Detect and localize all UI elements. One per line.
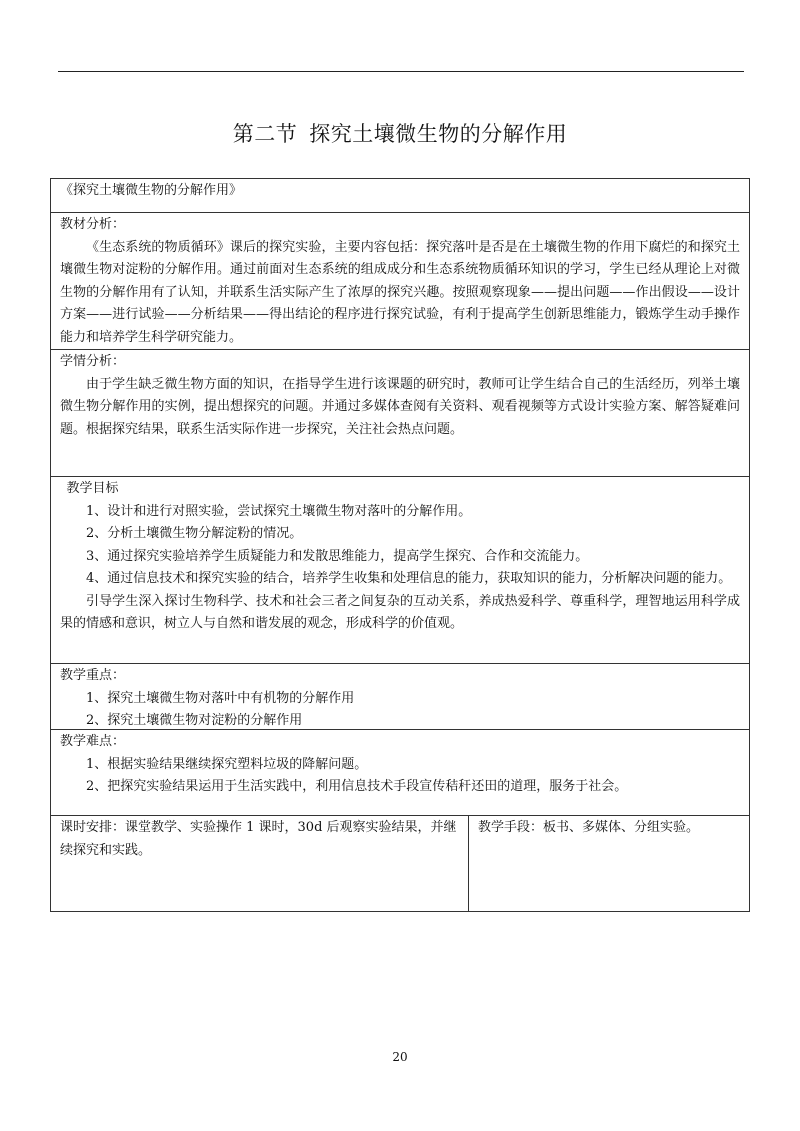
page-number: 20 bbox=[392, 1050, 408, 1064]
lesson-plan-table bbox=[50, 178, 750, 912]
objectives-label: 教学目标 bbox=[66, 481, 119, 496]
schedule-text: 课时安排：课堂教学、实验操作 1 课时，30d 后观察实验结果，并继续探究和实践。 bbox=[60, 820, 457, 858]
key-points-label: 教学重点： bbox=[60, 668, 126, 683]
objectives-extra: 引导学生深入探讨生物科学、技术和社会三者之间复杂的互动关系，养成热爱科学、尊重科学，理智地运用科学成果的情感和意识，树立人与自然和谐发展的观念，形成科学的价值观。 bbox=[60, 593, 740, 631]
student-analysis-label: 学情分析： bbox=[60, 354, 126, 369]
objective-item: 3、通过探究实验培养学生质疑能力和发散思维能力，提高学生探究、合作和交流能力。 bbox=[86, 548, 589, 564]
student-analysis-row bbox=[51, 349, 749, 476]
section-topic: 探究土壤微生物的分解作用 bbox=[309, 122, 568, 146]
difficulty-item: 2、把探究实验结果运用于生活实践中，利用信息技术手段宣传秸秆还田的道理，服务于社会。 bbox=[86, 779, 628, 794]
key-point-item: 2、探究土壤微生物对淀粉的分解作用 bbox=[86, 713, 303, 728]
material-analysis-label: 教材分析： bbox=[60, 217, 126, 232]
difficulty-item: 1、根据实验结果继续探究塑料垃圾的降解问题。 bbox=[86, 756, 368, 772]
difficulties-row bbox=[51, 729, 749, 815]
objective-item: 2、分析土壤微生物分解淀粉的情况。 bbox=[86, 526, 303, 541]
methods-text: 教学手段：板书、多媒体、分组实验。 bbox=[478, 820, 700, 835]
lesson-name-row bbox=[51, 179, 749, 212]
key-points-row bbox=[51, 663, 749, 729]
key-point-item: 1、探究土壤微生物对落叶中有机物的分解作用 bbox=[86, 690, 355, 706]
page-title bbox=[0, 118, 800, 148]
section-number: 第二节 bbox=[232, 122, 298, 146]
material-analysis-text: 《生态系统的物质循环》课后的探究实验，主要内容包括：探究落叶是否是在土壤微生物的作用下腐烂的和探究土壤微生物对淀粉的分解作用。通过前面对生态系统的组成成分和生态系统物质循环知识的学习，学生已经从理论上对微生物的分解作用有了认知，并联系生活实际产生了浓厚的探究兴趣。按照观察现象——提出问题——作出假设——设计方案——进行试验——分析结果——得出结论的程序进行探究试验，有利于提高学生创新思维能力，锻炼学生动手操作能力和培养学生科学研究能力。 bbox=[60, 239, 740, 345]
schedule-methods-row bbox=[51, 815, 749, 911]
student-analysis-text: 由于学生缺乏微生物方面的知识，在指导学生进行该课题的研究时，教师可让学生结合自己的生活经历，列举土壤微生物分解作用的实例，提出想探究的问题。并通过多媒体查阅有关资料、观看视频等方式设计实验方案、解答疑难问题。根据探究结果，联系生活实际作进一步探究，关注社会热点问题。 bbox=[60, 376, 740, 437]
header-rule bbox=[58, 71, 744, 72]
difficulties-label: 教学难点： bbox=[60, 734, 126, 749]
objectives-row bbox=[51, 476, 749, 663]
objective-item: 4、通过信息技术和探究实验的结合，培养学生收集和处理信息的能力，获取知识的能力，分析解决问题的能力。 bbox=[86, 571, 732, 586]
lesson-name: 《探究土壤微生物的分解作用》 bbox=[60, 183, 243, 198]
methods-cell bbox=[469, 816, 749, 911]
material-analysis-row bbox=[51, 212, 749, 349]
objective-item: 1、设计和进行对照实验，尝试探究土壤微生物对落叶的分解作用。 bbox=[86, 503, 472, 519]
schedule-cell bbox=[51, 816, 469, 911]
